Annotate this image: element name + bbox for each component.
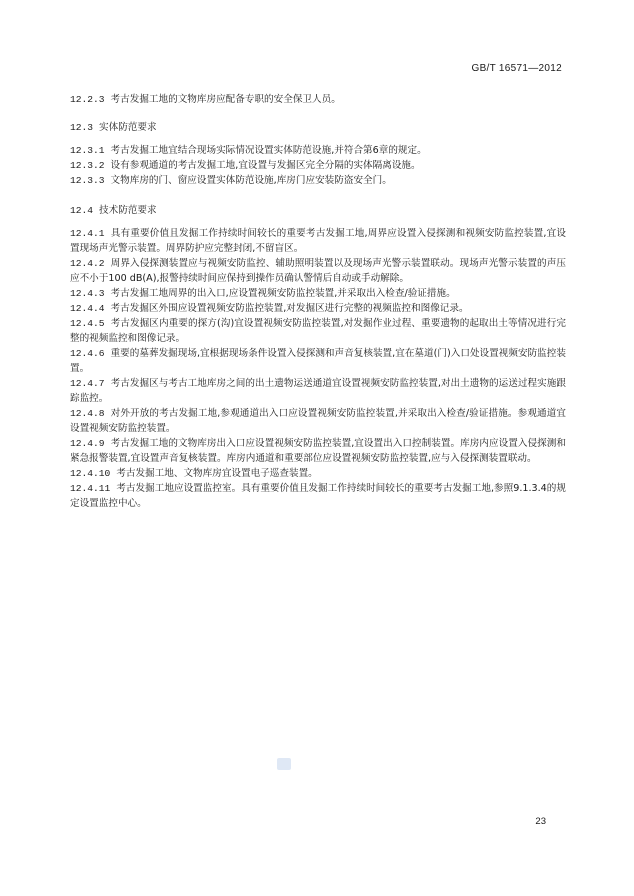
section-12-4-heading bbox=[70, 203, 566, 218]
clause-number: 12.4.8 bbox=[70, 408, 105, 419]
clause-text: 考古发掘工地宜结合现场实际情况设置实体防范设施,并符合第6章的规定。 bbox=[110, 145, 427, 156]
clause-number: 12.4.7 bbox=[70, 378, 105, 389]
clause-12-4-3 bbox=[70, 286, 566, 301]
clause-number: 12.4.5 bbox=[70, 318, 105, 329]
clause-12-2-3 bbox=[70, 92, 566, 107]
clause-12-4-1 bbox=[70, 226, 566, 256]
clause-12-3-3 bbox=[70, 173, 566, 188]
clause-12-4-7 bbox=[70, 376, 566, 406]
clause-block-12-2 bbox=[70, 92, 566, 107]
clause-number: 12.3.2 bbox=[70, 160, 105, 171]
page-number: 23 bbox=[535, 816, 546, 827]
clause-text: 考古发掘工地应设置监控室。具有重要价值且发掘工作持续时间较长的重要考古发掘工地,参照9.1.3.4的规定设置监控中心。 bbox=[70, 483, 566, 509]
clause-text: 设有参观通道的考古发掘工地,宜设置与发掘区完全分隔的实体隔离设施。 bbox=[110, 160, 421, 171]
clause-12-4-2 bbox=[70, 256, 566, 286]
clause-number: 12.4.6 bbox=[70, 348, 105, 359]
clause-12-4-9 bbox=[70, 436, 566, 466]
clause-block-12-4 bbox=[70, 226, 566, 511]
clause-number: 12.3.1 bbox=[70, 145, 105, 156]
clause-number: 12.4.4 bbox=[70, 303, 105, 314]
clause-text: 考古发掘区与考古工地库房之间的出土遗物运送通道宜设置视频安防监控装置,对出土遗物的运送过程实施跟踪监控。 bbox=[70, 378, 566, 404]
clause-text: 文物库房的门、窗应设置实体防范设施,库房门应安装防盗安全门。 bbox=[110, 175, 392, 186]
standard-header: GB/T 16571—2012 bbox=[471, 63, 562, 74]
clause-12-4-5 bbox=[70, 316, 566, 346]
section-12-3-heading bbox=[70, 120, 566, 135]
clause-block-12-3 bbox=[70, 143, 566, 188]
clause-12-3-1 bbox=[70, 143, 566, 158]
clause-number: 12.4.1 bbox=[70, 228, 105, 239]
clause-12-4-11 bbox=[70, 481, 566, 511]
section-title: 实体防范要求 bbox=[99, 122, 157, 133]
clause-number: 12.4.3 bbox=[70, 288, 105, 299]
clause-text: 考古发掘区外围应设置视频安防监控装置,对发掘区进行完整的视频监控和图像记录。 bbox=[110, 303, 469, 314]
section-title: 技术防范要求 bbox=[99, 205, 157, 216]
section-number: 12.3 bbox=[70, 122, 94, 133]
clause-number: 12.4.11 bbox=[70, 483, 111, 494]
clause-number: 12.4.10 bbox=[70, 468, 111, 479]
clause-text: 考古发掘工地、文物库房宜设置电子巡查装置。 bbox=[116, 468, 318, 479]
clause-12-4-6 bbox=[70, 346, 566, 376]
section-number: 12.4 bbox=[70, 205, 94, 216]
clause-12-4-10 bbox=[70, 466, 566, 481]
watermark-logo-icon bbox=[277, 758, 291, 770]
clause-text: 考古发掘工地周界的出入口,应设置视频安防监控装置,并采取出入检查/验证措施。 bbox=[110, 288, 456, 299]
clause-number: 12.2.3 bbox=[70, 94, 105, 105]
clause-text: 具有重要价值且发掘工作持续时间较长的重要考古发掘工地,周界应设置入侵探测和视频安防监控装置,宜设置现场声光警示装置。周界防护应完整封闭,不留盲区。 bbox=[70, 228, 566, 254]
clause-number: 12.4.2 bbox=[70, 258, 105, 269]
clause-12-3-2 bbox=[70, 158, 566, 173]
clause-text: 考古发掘工地的文物库房应配备专职的安全保卫人员。 bbox=[110, 94, 341, 105]
clause-text: 周界入侵探测装置应与视频安防监控、辅助照明装置以及现场声光警示装置联动。现场声光警示装置的声压应不小于100 dB(A),报警持续时间应保持到操作员确认警情后自动或手动解除。 bbox=[70, 258, 566, 284]
clause-text: 考古发掘工地的文物库房出入口应设置视频安防监控装置,宜设置出入口控制装置。库房内应设置入侵探测和紧急报警装置,宜设置声音复核装置。库房内通道和重要部位应设置视频安防监控装置,应与入侵探测装置联动。 bbox=[70, 438, 566, 464]
clause-12-4-8 bbox=[70, 406, 566, 436]
clause-number: 12.3.3 bbox=[70, 175, 105, 186]
clause-text: 重要的墓葬发掘现场,宜根据现场条件设置入侵探测和声音复核装置,宜在墓道(门)入口处设置视频安防监控装置。 bbox=[70, 348, 566, 374]
clause-number: 12.4.9 bbox=[70, 438, 105, 449]
clause-text: 对外开放的考古发掘工地,参观通道出入口应设置视频安防监控装置,并采取出入检查/验证措施。参观通道宜设置视频安防监控装置。 bbox=[70, 408, 566, 434]
clause-text: 考古发掘区内重要的探方(沟)宜设置视频安防监控装置,对发掘作业过程、重要遗物的起取出土等情况进行完整的视频监控和图像记录。 bbox=[70, 318, 566, 344]
clause-12-4-4 bbox=[70, 301, 566, 316]
